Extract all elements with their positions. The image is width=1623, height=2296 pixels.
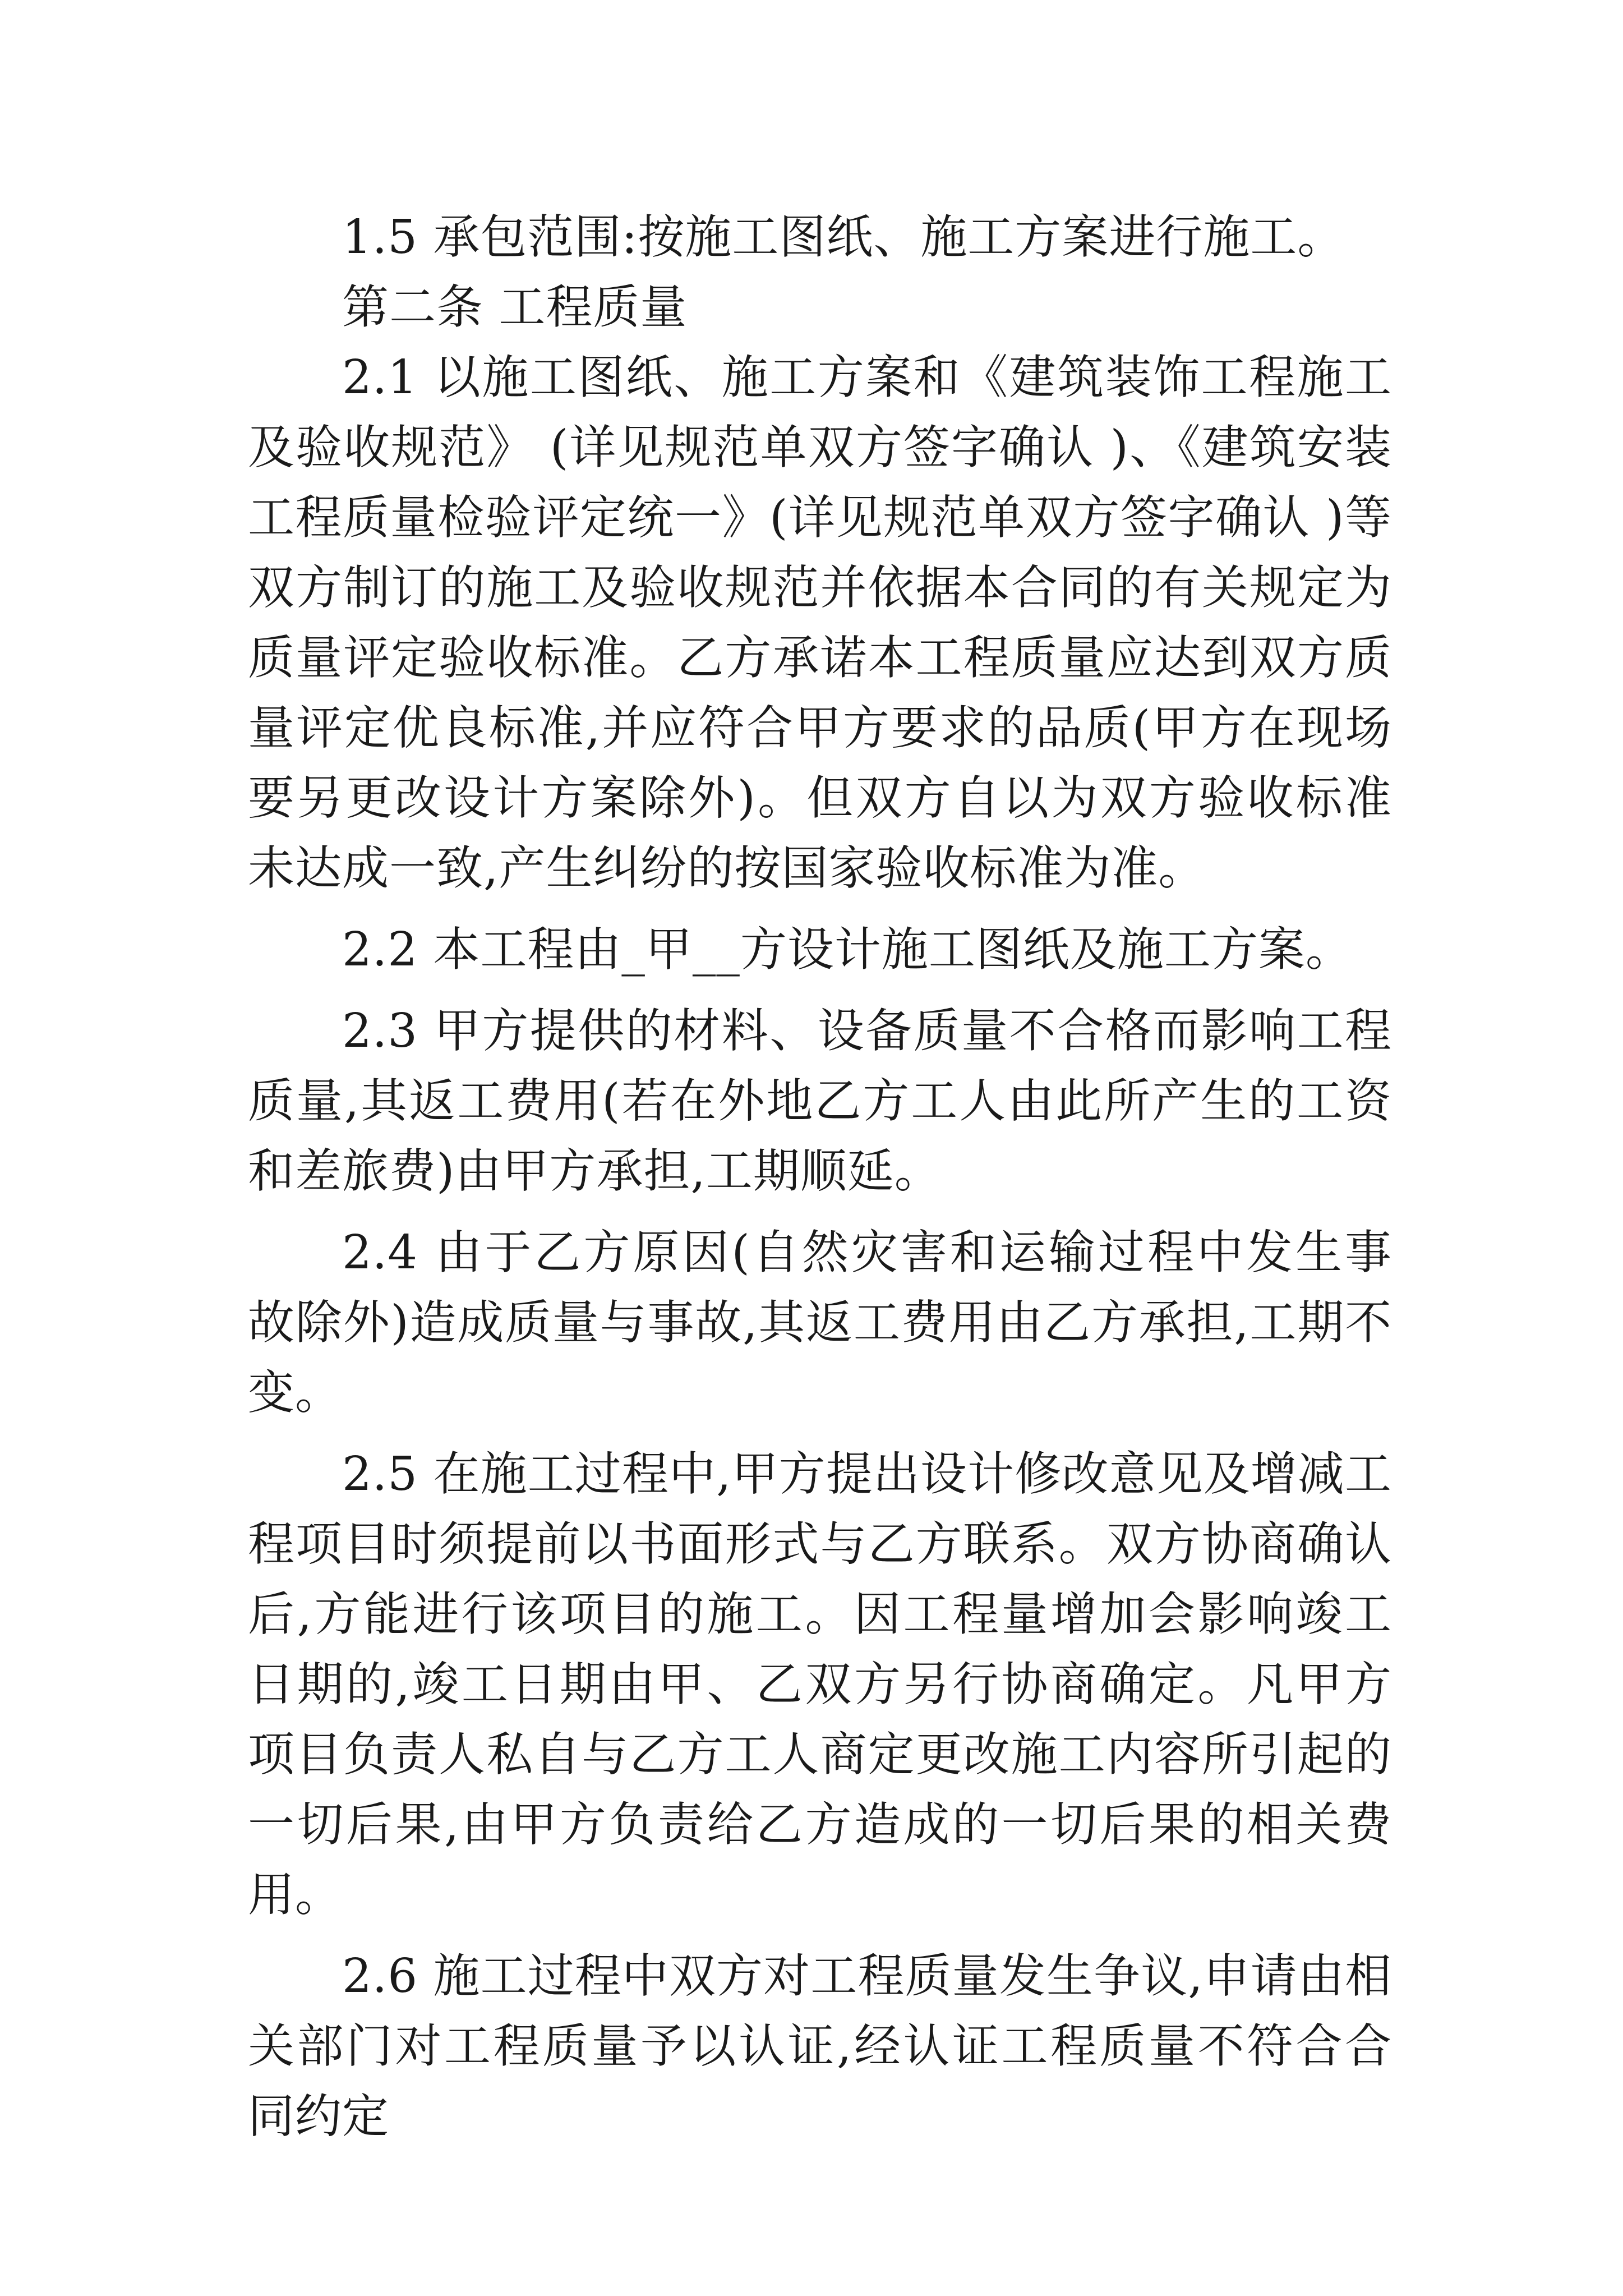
section-heading-quality: 第二条 工程质量 [342,280,688,334]
paragraph-2-5: 2.5 在施工过程中,甲方提出设计修改意见及增减工程项目时须提前以书面形式与乙方联系。双方协商确认后,方能进行该项目的施工。因工程量增加会影响竣工日期的,竣工日期由甲、乙双方另行协商确定。凡甲方项目负责人私自与乙方工人商定更改施工内容所引起的一切后果,由甲方负责给乙方造成的一切后果的相关费用。 [248,1447,1392,1922]
paragraph-2-3: 2.3 甲方提供的材料、设备质量不合格而影响工程质量,其返工费用(若在外地乙方工人由此所产生的工资和差旅费)由甲方承担,工期顺延。 [248,1004,1392,1198]
document-body [248,202,1392,2151]
paragraph-2-4: 2.4 由于乙方原因(自然灾害和运输过程中发生事故除外)造成质量与事故,其返工费用由乙方承担,工期不变。 [248,1225,1392,1420]
paragraph-2-6: 2.6 施工过程中双方对工程质量发生争议,申请由相关部门对工程质量予以认证,经认证工程质量不符合合同约定 [248,1949,1392,2143]
paragraph-2-1: 2.1 以施工图纸、施工方案和《建筑装饰工程施工及验收规范》 (详见规范单双方签字确认 )、《建筑安装工程质量检验评定统一》(详见规范单双方签字确认 )等双方制订的施工及验收规范并依据本合同的有关规定为质量评定验收标准。乙方承诺本工程质量应达到双方质量评定优良标准,并应符合甲方要求的品质(甲方在现场要另更改设计方案除外)。但双方自以为双方验收标准未达成一致,产生纠纷的按国家验收标准为准。 [248,350,1392,895]
paragraph-2-2: 2.2 本工程由_甲__方设计施工图纸及施工方案。 [342,922,1353,977]
paragraph-1-5-scope: 1.5 承包范围:按施工图纸、施工方案进行施工。 [342,210,1345,264]
